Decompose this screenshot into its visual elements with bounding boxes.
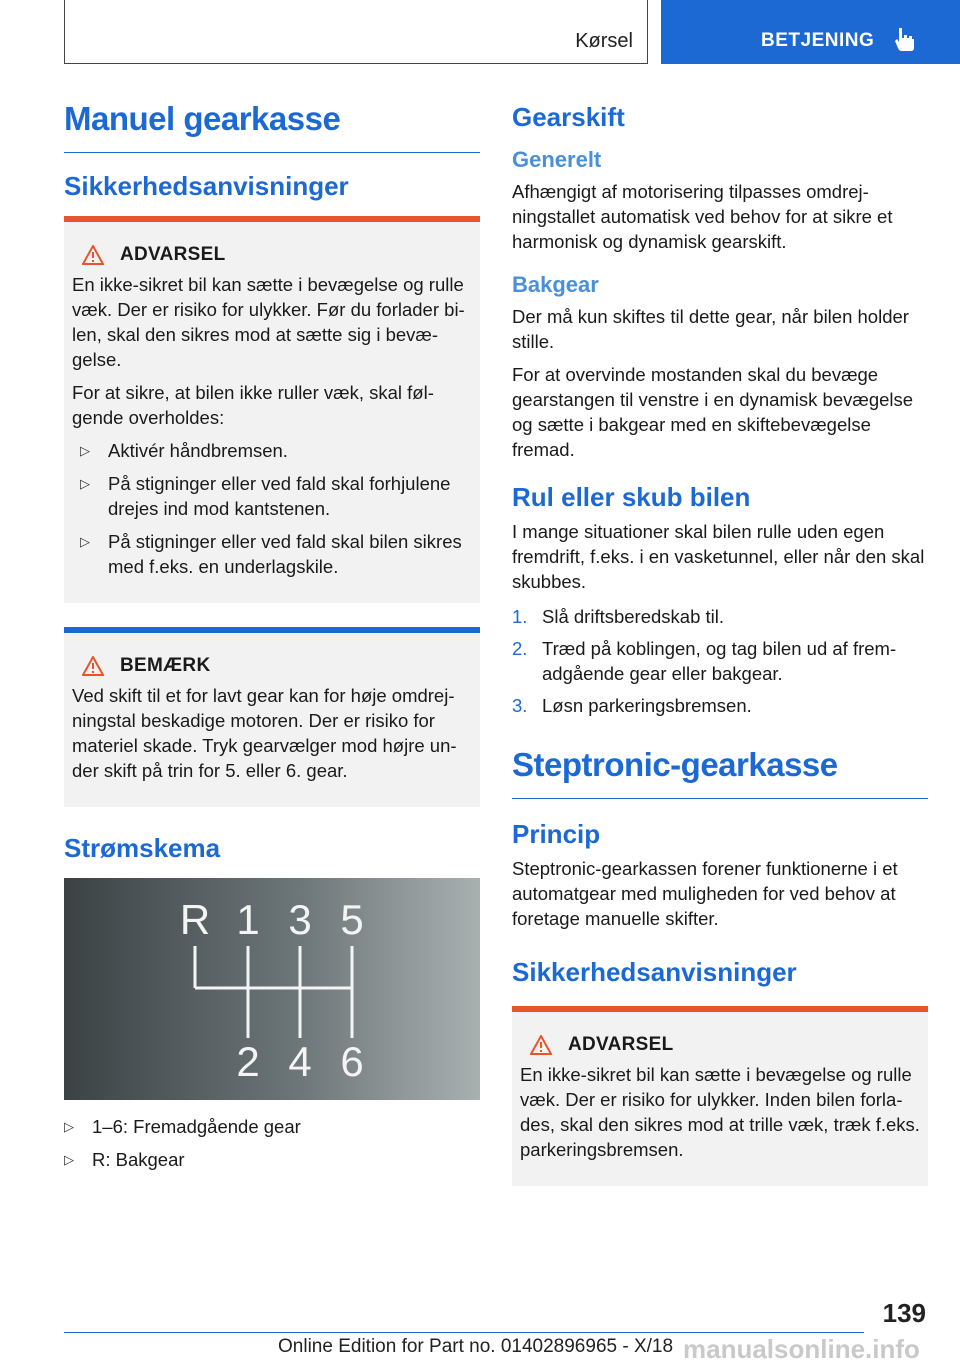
warning-label: ADVARSEL — [120, 244, 226, 265]
list-item: ▷ På stigninger eller ved fald skal forhjulene drejes ind mod kantstenen. — [80, 471, 472, 521]
warning-label: ADVARSEL — [568, 1034, 674, 1055]
body-text: Afhængigt af motorisering tilpasses omdrej-ningstallet automatisk ved behov for at sikre et harmonisk og dynamisk gearskift. — [512, 181, 893, 252]
gear-label: 5 — [340, 896, 364, 943]
warning-triangle-icon — [82, 656, 104, 676]
section-heading: Sikkerhedsanvisninger — [64, 171, 349, 201]
list-item: ▷ Aktivér håndbremsen. — [80, 438, 472, 463]
legend-list — [64, 1114, 480, 1172]
warning-text: En ikke-sikret bil kan sætte i bevægelse og rulle væk. Der er risiko for ulykker. Inden bilen forla-des, skal den sikres mod at trille væk, træk f.eks. parkeringsbremsen. — [520, 1064, 920, 1160]
body-text: I mange situationer skal bilen rulle uden egen fremdrift, f.eks. i en vasketunnel, eller når den skal skubbes. — [512, 521, 925, 592]
warning-list — [72, 438, 472, 579]
hand-pointer-icon — [893, 26, 917, 52]
list-item: ▷ 1–6: Fremadgående gear — [64, 1114, 480, 1139]
list-item: 1. Slå driftsberedskab til. — [512, 606, 725, 627]
right-column — [512, 96, 928, 1210]
page-title: Manuel gearkasse — [64, 100, 480, 153]
left-column — [64, 90, 480, 1180]
chapter-tab[interactable] — [661, 0, 960, 64]
warning-box — [512, 1006, 928, 1186]
steps-list — [512, 604, 928, 718]
body-text: Steptronic-gearkassen forener funktionerne i et automatgear med muligheden for ved behov at foretage manuelle skifter. — [512, 858, 898, 929]
gear-label: 2 — [236, 1038, 260, 1085]
note-box — [64, 627, 480, 807]
chapter-label: BETJENING — [761, 30, 875, 51]
chapter-title: Steptronic-gearkasse — [512, 746, 928, 799]
footer-divider — [64, 1332, 864, 1333]
list-item: 2. Træd på koblingen, og tag bilen ud af frem-adgående gear eller bakgear. — [512, 638, 897, 684]
page-number: 139 — [882, 1298, 926, 1328]
subheading: Generelt — [512, 147, 602, 172]
gear-label: 4 — [288, 1038, 312, 1085]
note-label: BEMÆRK — [120, 655, 211, 676]
body-text: Der må kun skiftes til dette gear, når bilen holder stille. — [512, 306, 909, 352]
section-label: Kørsel — [575, 30, 633, 52]
list-item: 3. Løsn parkeringsbremsen. — [512, 695, 752, 716]
watermark: manualsonline.info — [683, 1334, 920, 1364]
shift-pattern-image — [64, 878, 480, 1100]
body-text: For at overvinde mostanden skal du bevæge gearstangen til venstre i en dynamisk bevægelse og sætte i bakgear med en skiftebevægelse fremad. — [512, 364, 914, 460]
list-item: ▷ På stigninger eller ved fald skal bilen sikres med f.eks. en underlagskile. — [80, 529, 472, 579]
top-bar — [0, 0, 960, 66]
warning-text: For at sikre, at bilen ikke ruller væk, skal føl-gende overholdes: — [72, 382, 434, 428]
list-item: ▷ R: Bakgear — [64, 1147, 480, 1172]
footer-edition: Online Edition for Part no. 01402896965 - X/18 — [278, 1336, 674, 1357]
gear-label: 6 — [340, 1038, 364, 1085]
section-heading: Rul eller skub bilen — [512, 482, 751, 512]
warning-triangle-icon — [530, 1035, 552, 1055]
warning-box — [64, 216, 480, 603]
shift-pattern-diagram — [64, 878, 480, 1100]
warning-triangle-icon — [82, 245, 104, 265]
section-tab[interactable] — [64, 0, 648, 64]
subheading: Bakgear — [512, 272, 599, 297]
gear-label: 1 — [236, 896, 260, 943]
gear-label: R — [179, 896, 211, 943]
warning-text: En ikke-sikret bil kan sætte i bevægelse og rulle væk. Der er risiko for ulykker. Før du forlader bi-len, skal den sikres mod at sætte sig i bevæ-gelse. — [72, 274, 465, 370]
gear-label: 3 — [288, 896, 312, 943]
section-heading: Strømskema — [64, 833, 221, 863]
section-heading: Princip — [512, 819, 601, 849]
note-text: Ved skift til et for lavt gear kan for høje omdrej-ningstal beskadige motoren. Der er risiko for materiel skade. Tryk gearvælger mod højre un-der skift på trin for 5. eller 6. gear. — [72, 685, 457, 781]
section-heading: Sikkerhedsanvisninger — [512, 957, 797, 987]
section-heading: Gearskift — [512, 102, 625, 132]
